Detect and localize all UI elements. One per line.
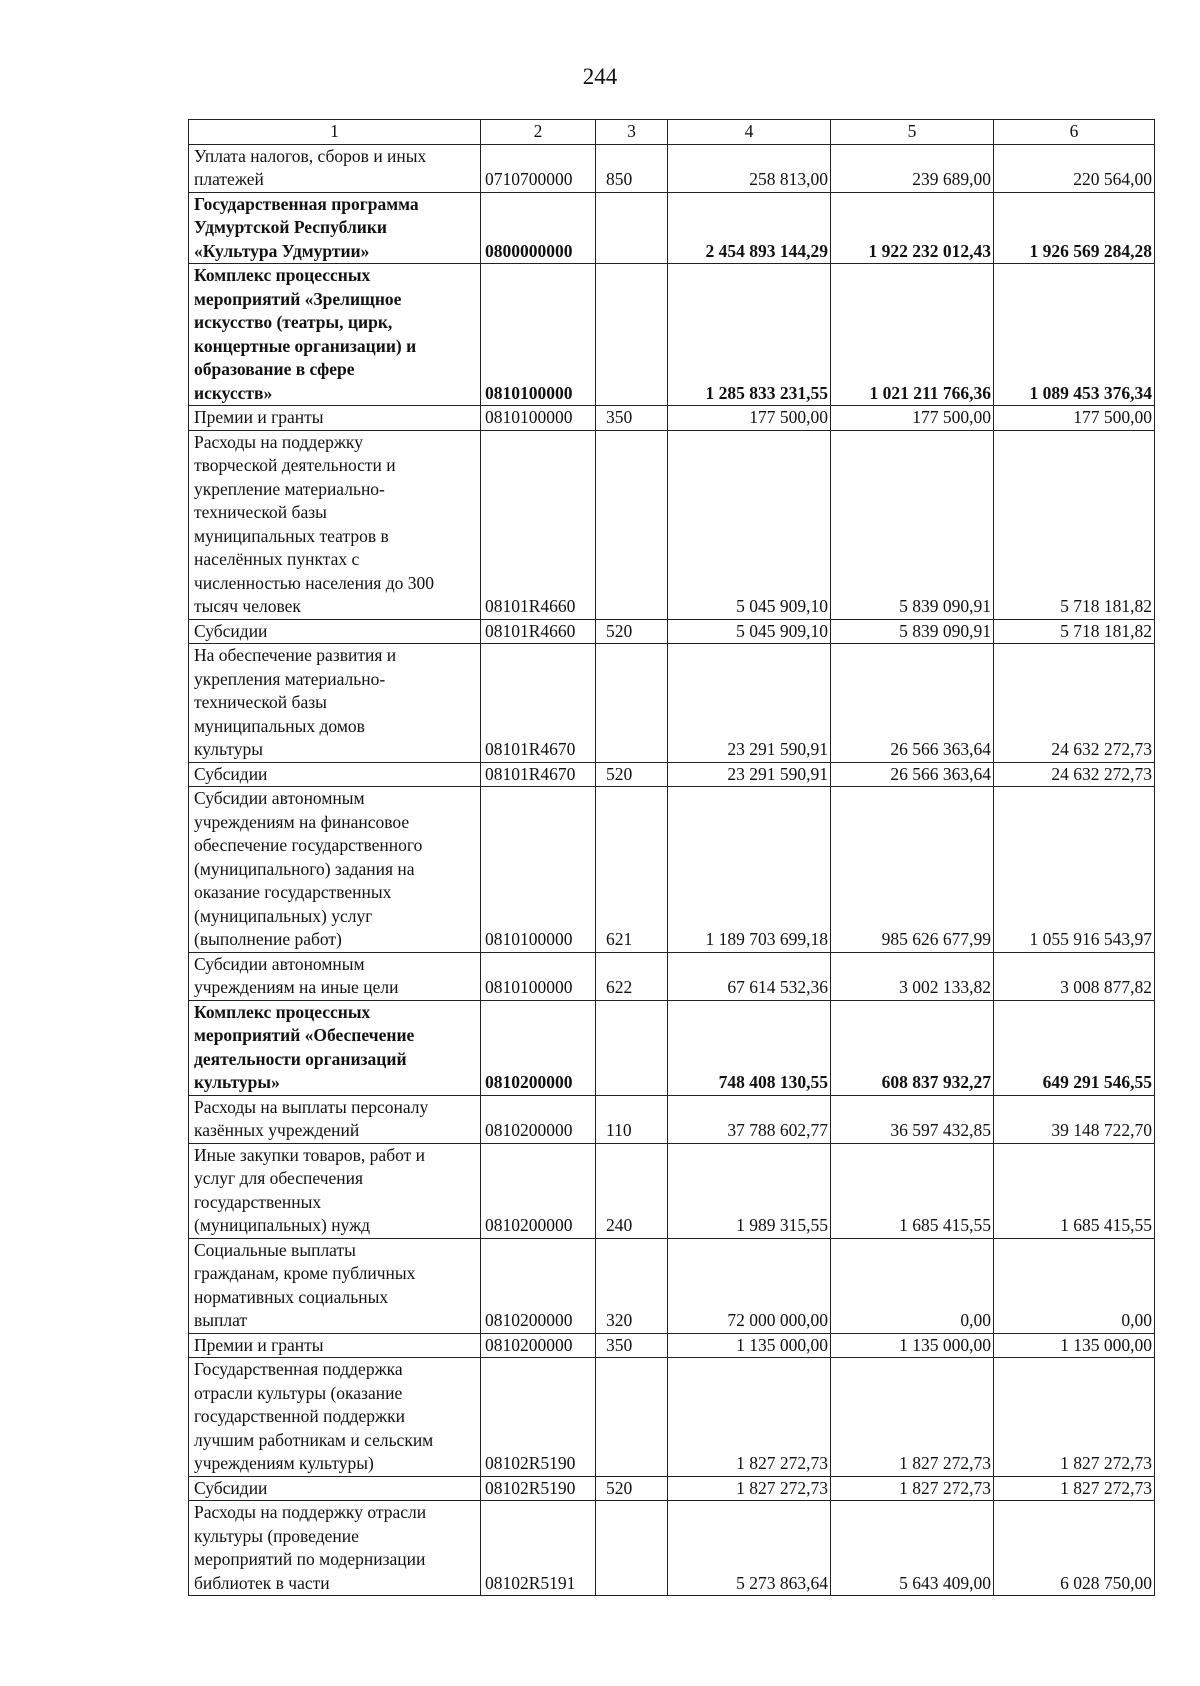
row-name-cell: Расходы на выплаты персоналу казённых учреждений bbox=[189, 1095, 481, 1143]
row-type-cell: 520 bbox=[596, 762, 668, 787]
row-value-2-cell: 1 021 211 766,36 bbox=[831, 264, 994, 406]
row-value-3-cell: 24 632 272,73 bbox=[994, 762, 1155, 787]
table-row bbox=[189, 192, 1155, 264]
row-value-3-cell: 5 718 181,82 bbox=[994, 619, 1155, 644]
row-name-cell: Уплата налогов, сборов и иных платежей bbox=[189, 144, 481, 192]
row-value-1-cell: 258 813,00 bbox=[668, 144, 831, 192]
row-value-3-cell: 1 827 272,73 bbox=[994, 1476, 1155, 1501]
row-value-1-cell: 177 500,00 bbox=[668, 406, 831, 431]
row-value-3-cell: 1 055 916 543,97 bbox=[994, 787, 1155, 953]
row-value-1-cell: 5 273 863,64 bbox=[668, 1501, 831, 1596]
row-value-2-cell: 5 839 090,91 bbox=[831, 619, 994, 644]
row-type-cell bbox=[596, 264, 668, 406]
row-code-cell: 0810100000 bbox=[481, 406, 596, 431]
row-name-cell: Государственная поддержка отрасли культуры (оказание государственной поддержки лучшим работникам и сельским учреждениям культуры) bbox=[189, 1358, 481, 1477]
row-name-cell: Субсидии bbox=[189, 619, 481, 644]
header-cell-2: 2 bbox=[481, 120, 596, 145]
row-code-cell: 08101R4670 bbox=[481, 762, 596, 787]
row-type-cell bbox=[596, 1000, 668, 1095]
table-row bbox=[189, 430, 1155, 619]
row-name-cell: Комплекс процессных мероприятий «Обеспечение деятельности организаций культуры» bbox=[189, 1000, 481, 1095]
row-type-cell: 621 bbox=[596, 787, 668, 953]
row-type-cell: 110 bbox=[596, 1095, 668, 1143]
row-name-cell: Государственная программа Удмуртской Республики «Культура Удмуртии» bbox=[189, 192, 481, 264]
row-code-cell: 0810200000 bbox=[481, 1000, 596, 1095]
header-cell-3: 3 bbox=[596, 120, 668, 145]
row-code-cell: 0810100000 bbox=[481, 952, 596, 1000]
row-code-cell: 0800000000 bbox=[481, 192, 596, 264]
table-row bbox=[189, 1501, 1155, 1596]
table-row bbox=[189, 762, 1155, 787]
row-value-3-cell: 1 135 000,00 bbox=[994, 1333, 1155, 1358]
row-code-cell: 08101R4660 bbox=[481, 619, 596, 644]
table-row bbox=[189, 406, 1155, 431]
row-value-1-cell: 37 788 602,77 bbox=[668, 1095, 831, 1143]
row-value-1-cell: 1 135 000,00 bbox=[668, 1333, 831, 1358]
row-name-cell: Премии и гранты bbox=[189, 1333, 481, 1358]
header-row bbox=[189, 120, 1155, 145]
header-cell-1: 1 bbox=[189, 120, 481, 145]
row-code-cell: 0710700000 bbox=[481, 144, 596, 192]
row-value-2-cell: 239 689,00 bbox=[831, 144, 994, 192]
table-row bbox=[189, 1358, 1155, 1477]
row-value-2-cell: 177 500,00 bbox=[831, 406, 994, 431]
table-row bbox=[189, 1333, 1155, 1358]
row-type-cell bbox=[596, 430, 668, 619]
row-value-1-cell: 72 000 000,00 bbox=[668, 1238, 831, 1333]
row-value-2-cell: 1 827 272,73 bbox=[831, 1358, 994, 1477]
row-value-2-cell: 1 135 000,00 bbox=[831, 1333, 994, 1358]
row-value-1-cell: 1 285 833 231,55 bbox=[668, 264, 831, 406]
row-type-cell: 622 bbox=[596, 952, 668, 1000]
row-name-cell: Субсидии автономным учреждениям на финансовое обеспечение государственного (муниципального) задания на оказание государственных (муниципальных) услуг (выполнение работ) bbox=[189, 787, 481, 953]
row-type-cell: 350 bbox=[596, 406, 668, 431]
row-value-3-cell: 0,00 bbox=[994, 1238, 1155, 1333]
row-value-3-cell: 39 148 722,70 bbox=[994, 1095, 1155, 1143]
row-value-3-cell: 1 685 415,55 bbox=[994, 1143, 1155, 1238]
row-value-1-cell: 1 827 272,73 bbox=[668, 1476, 831, 1501]
row-type-cell bbox=[596, 1358, 668, 1477]
row-value-3-cell: 5 718 181,82 bbox=[994, 430, 1155, 619]
row-value-3-cell: 220 564,00 bbox=[994, 144, 1155, 192]
row-type-cell: 320 bbox=[596, 1238, 668, 1333]
row-code-cell: 08102R5190 bbox=[481, 1476, 596, 1501]
budget-table-body bbox=[189, 120, 1155, 1596]
row-value-2-cell: 5 643 409,00 bbox=[831, 1501, 994, 1596]
row-name-cell: Социальные выплаты гражданам, кроме публичных нормативных социальных выплат bbox=[189, 1238, 481, 1333]
row-value-2-cell: 36 597 432,85 bbox=[831, 1095, 994, 1143]
row-value-3-cell: 649 291 546,55 bbox=[994, 1000, 1155, 1095]
row-type-cell: 240 bbox=[596, 1143, 668, 1238]
row-value-1-cell: 5 045 909,10 bbox=[668, 619, 831, 644]
row-name-cell: Субсидии bbox=[189, 1476, 481, 1501]
page-number: 244 bbox=[582, 64, 618, 89]
table-row bbox=[189, 1238, 1155, 1333]
header-cell-6: 6 bbox=[994, 120, 1155, 145]
table-row bbox=[189, 644, 1155, 763]
table-row bbox=[189, 787, 1155, 953]
row-name-cell: Комплекс процессных мероприятий «Зрелищное искусство (театры, цирк, концертные организации) и образование в сфере искусств» bbox=[189, 264, 481, 406]
row-value-3-cell: 3 008 877,82 bbox=[994, 952, 1155, 1000]
row-code-cell: 0810100000 bbox=[481, 264, 596, 406]
row-type-cell bbox=[596, 1501, 668, 1596]
row-name-cell: Премии и гранты bbox=[189, 406, 481, 431]
row-value-3-cell: 24 632 272,73 bbox=[994, 644, 1155, 763]
row-type-cell bbox=[596, 192, 668, 264]
row-value-2-cell: 608 837 932,27 bbox=[831, 1000, 994, 1095]
row-name-cell: На обеспечение развития и укрепления материально- технической базы муниципальных домов культуры bbox=[189, 644, 481, 763]
header-cell-4: 4 bbox=[668, 120, 831, 145]
table-row bbox=[189, 1143, 1155, 1238]
row-value-1-cell: 1 827 272,73 bbox=[668, 1358, 831, 1477]
row-code-cell: 08102R5191 bbox=[481, 1501, 596, 1596]
table-row bbox=[189, 264, 1155, 406]
row-name-cell: Субсидии автономным учреждениям на иные цели bbox=[189, 952, 481, 1000]
row-value-1-cell: 23 291 590,91 bbox=[668, 644, 831, 763]
row-value-2-cell: 26 566 363,64 bbox=[831, 644, 994, 763]
table-row bbox=[189, 1476, 1155, 1501]
row-code-cell: 0810200000 bbox=[481, 1238, 596, 1333]
table-row bbox=[189, 619, 1155, 644]
table-row bbox=[189, 144, 1155, 192]
row-type-cell: 520 bbox=[596, 1476, 668, 1501]
row-type-cell: 520 bbox=[596, 619, 668, 644]
row-value-3-cell: 6 028 750,00 bbox=[994, 1501, 1155, 1596]
table-row bbox=[189, 1095, 1155, 1143]
row-name-cell: Субсидии bbox=[189, 762, 481, 787]
row-value-1-cell: 5 045 909,10 bbox=[668, 430, 831, 619]
row-value-2-cell: 0,00 bbox=[831, 1238, 994, 1333]
header-cell-5: 5 bbox=[831, 120, 994, 145]
row-value-2-cell: 3 002 133,82 bbox=[831, 952, 994, 1000]
row-code-cell: 08101R4670 bbox=[481, 644, 596, 763]
table-row bbox=[189, 952, 1155, 1000]
row-value-3-cell: 1 926 569 284,28 bbox=[994, 192, 1155, 264]
row-value-2-cell: 26 566 363,64 bbox=[831, 762, 994, 787]
row-value-3-cell: 1 827 272,73 bbox=[994, 1358, 1155, 1477]
row-name-cell: Иные закупки товаров, работ и услуг для обеспечения государственных (муниципальных) нужд bbox=[189, 1143, 481, 1238]
row-code-cell: 0810100000 bbox=[481, 787, 596, 953]
row-value-2-cell: 1 922 232 012,43 bbox=[831, 192, 994, 264]
row-type-cell bbox=[596, 644, 668, 763]
row-value-1-cell: 23 291 590,91 bbox=[668, 762, 831, 787]
row-value-3-cell: 177 500,00 bbox=[994, 406, 1155, 431]
row-code-cell: 08101R4660 bbox=[481, 430, 596, 619]
row-name-cell: Расходы на поддержку творческой деятельности и укрепление материально- технической базы муниципальных театров в населённых пунктах с численностью населения до 300 тысяч человек bbox=[189, 430, 481, 619]
row-value-1-cell: 748 408 130,55 bbox=[668, 1000, 831, 1095]
row-value-1-cell: 2 454 893 144,29 bbox=[668, 192, 831, 264]
row-code-cell: 0810200000 bbox=[481, 1143, 596, 1238]
row-value-2-cell: 1 827 272,73 bbox=[831, 1476, 994, 1501]
row-name-cell: Расходы на поддержку отрасли культуры (проведение мероприятий по модернизации библиотек в части bbox=[189, 1501, 481, 1596]
row-value-1-cell: 1 989 315,55 bbox=[668, 1143, 831, 1238]
row-type-cell: 350 bbox=[596, 1333, 668, 1358]
row-code-cell: 08102R5190 bbox=[481, 1358, 596, 1477]
row-code-cell: 0810200000 bbox=[481, 1333, 596, 1358]
row-value-1-cell: 1 189 703 699,18 bbox=[668, 787, 831, 953]
row-value-2-cell: 985 626 677,99 bbox=[831, 787, 994, 953]
row-value-2-cell: 5 839 090,91 bbox=[831, 430, 994, 619]
row-code-cell: 0810200000 bbox=[481, 1095, 596, 1143]
row-value-1-cell: 67 614 532,36 bbox=[668, 952, 831, 1000]
row-value-2-cell: 1 685 415,55 bbox=[831, 1143, 994, 1238]
row-value-3-cell: 1 089 453 376,34 bbox=[994, 264, 1155, 406]
table-row bbox=[189, 1000, 1155, 1095]
budget-table bbox=[188, 119, 1155, 1596]
row-type-cell: 850 bbox=[596, 144, 668, 192]
